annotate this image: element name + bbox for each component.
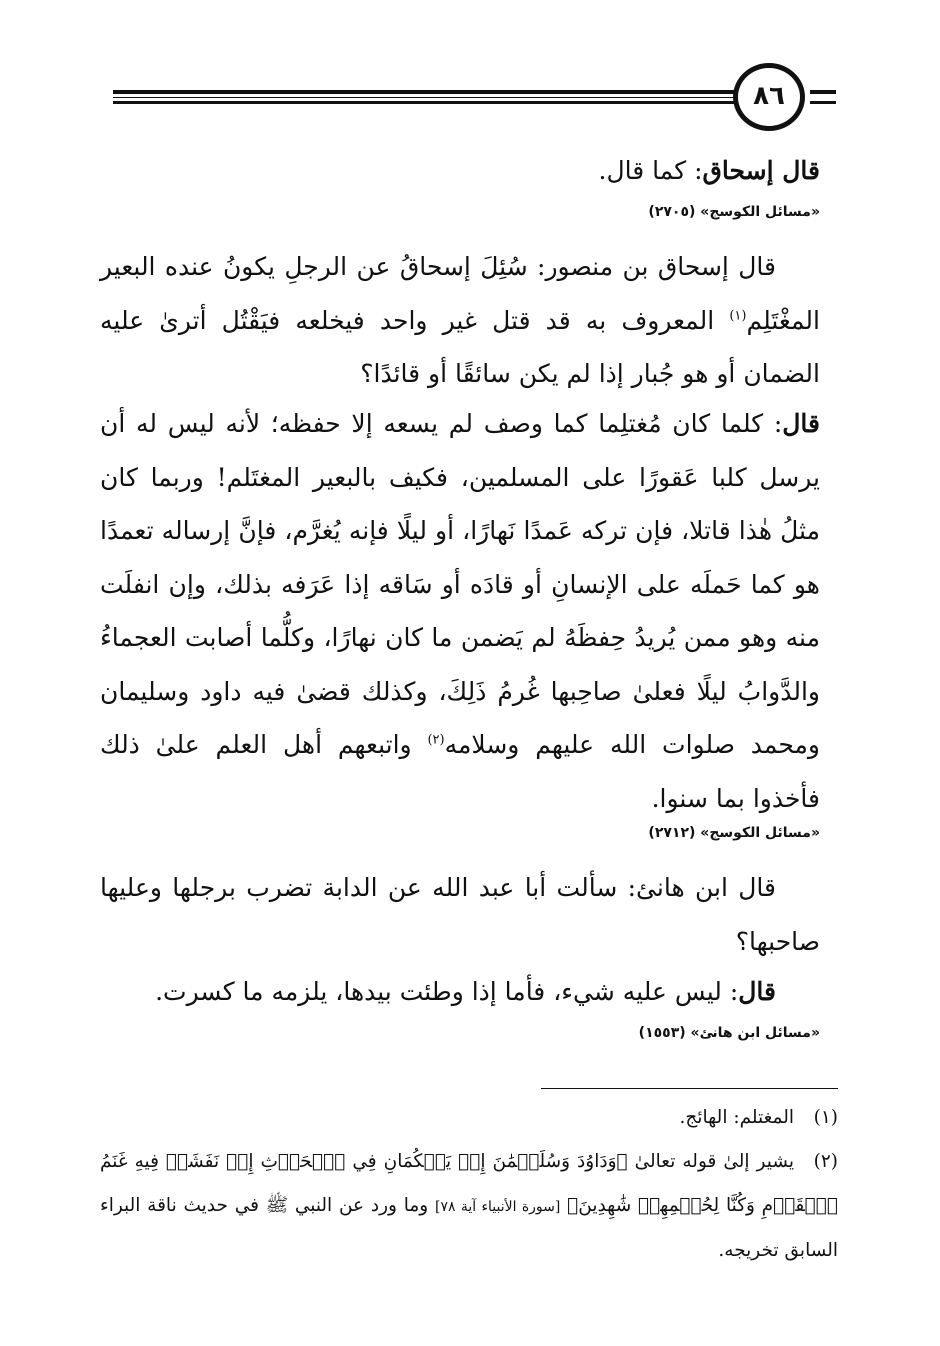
paragraph-text: : كما قال.	[598, 156, 703, 185]
header-rule	[113, 97, 735, 98]
paragraph-text: المعروف به قد قتل غير واحد فيخلعه فيَقْتُل أترىٰ عليه الضمان أو هو جُبار إذا لم يكن سائقًا أو قائدًا؟	[100, 305, 820, 388]
footnote-marker: (٢)	[427, 732, 445, 748]
footnote	[100, 1140, 838, 1273]
paragraph	[100, 397, 820, 825]
header-rule	[113, 90, 735, 94]
footnote	[100, 1096, 838, 1140]
header-rule	[810, 90, 836, 94]
paragraph-text: قال إسحاق بن منصور: سُئِلَ إسحاقُ عن الرجلِ يكونُ عنده البعير المغْتَلِم	[100, 252, 820, 335]
footnote-text: وما ورد عن النبي ﷺ في حديث ناقة البراء السابق تخريجه.	[100, 1195, 838, 1261]
speaker-label: قال إسحاق	[702, 156, 820, 185]
paragraph-text: واتبعهم أهل العلم علىٰ ذلك فأخذوا بما سنوا.	[100, 730, 820, 813]
source-reference: «مسائل الكوسج» (٢٧١٢)	[648, 825, 820, 841]
header-rule	[113, 101, 735, 104]
quran-citation: [سورة الأنبياء آية ٧٨]	[434, 1199, 561, 1215]
speaker-label: قال	[782, 409, 820, 438]
paragraph-text: قال ابن هانئ: سألت أبا عبد الله عن الدابة تضرب برجلها وعليها صاحبها؟	[100, 873, 820, 956]
footnote-separator	[541, 1088, 838, 1089]
footnote-number: (١)	[813, 1107, 838, 1128]
paragraph-text: : كلما كان مُغتلِما كما وصف لم يسعه إلا حفظه؛ لأنه ليس له أن يرسل كلبا عَقورًا على المسلمين، فكيف بالبعير المغتَلم! وربما كان مثلُ هٰذا قاتلا، فإن تركه عَمدًا نَهارًا، أو ليلًا فإنه يُغرَّم، فإنَّ إرساله تعمدًا هو كما حَملَه على الإنسانِ أو قادَه أو سَاقه إذا عَرَفه بذلك، وإن انفلَت منه وهو ممن يُريدُ حِفظَهُ لم يَضمن ما كان نهارًا، وكلُّما أصابت العجماءُ والدَّوابُ ليلًا فعلىٰ صاحِبها غُرمُ ذَلِكَ، وكذلك قضىٰ فيه داود وسليمان ومحمد صلوات الله عليهم وسلامه	[100, 409, 820, 759]
footnote-text: يشير إلىٰ قوله تعالىٰ ﴿وَدَاوُدَ وَسُلَيۡمَٰنَ إِذۡ يَحۡكُمَانِ فِي ٱلۡحَرۡثِ إِذۡ نَفَشَتۡ فِيهِ غَنَمُ ٱلۡقَوۡمِ وَكُنَّا لِحُكۡمِهِمۡ شَٰهِدِينَ﴾	[100, 1151, 838, 1216]
paragraph	[100, 965, 820, 1019]
footnote-marker: (١)	[729, 308, 747, 324]
paragraph	[100, 240, 820, 401]
source-reference: «مسائل ابن هانئ» (١٥٥٣)	[638, 1025, 820, 1041]
page-number: ٨٦	[733, 63, 805, 131]
header-rule	[810, 101, 836, 104]
paragraph-text: : ليس عليه شيء، فأما إذا وطئت بيدها، يلزمه ما كسرت.	[155, 977, 739, 1006]
footnote-number: (٢)	[813, 1151, 838, 1172]
paragraph	[100, 144, 820, 198]
footnote-text: المغتلم: الهائج.	[679, 1107, 794, 1128]
source-reference: «مسائل الكوسج» (٢٧٠٥)	[648, 204, 820, 220]
paragraph	[100, 861, 820, 968]
speaker-label: قال	[738, 977, 776, 1006]
